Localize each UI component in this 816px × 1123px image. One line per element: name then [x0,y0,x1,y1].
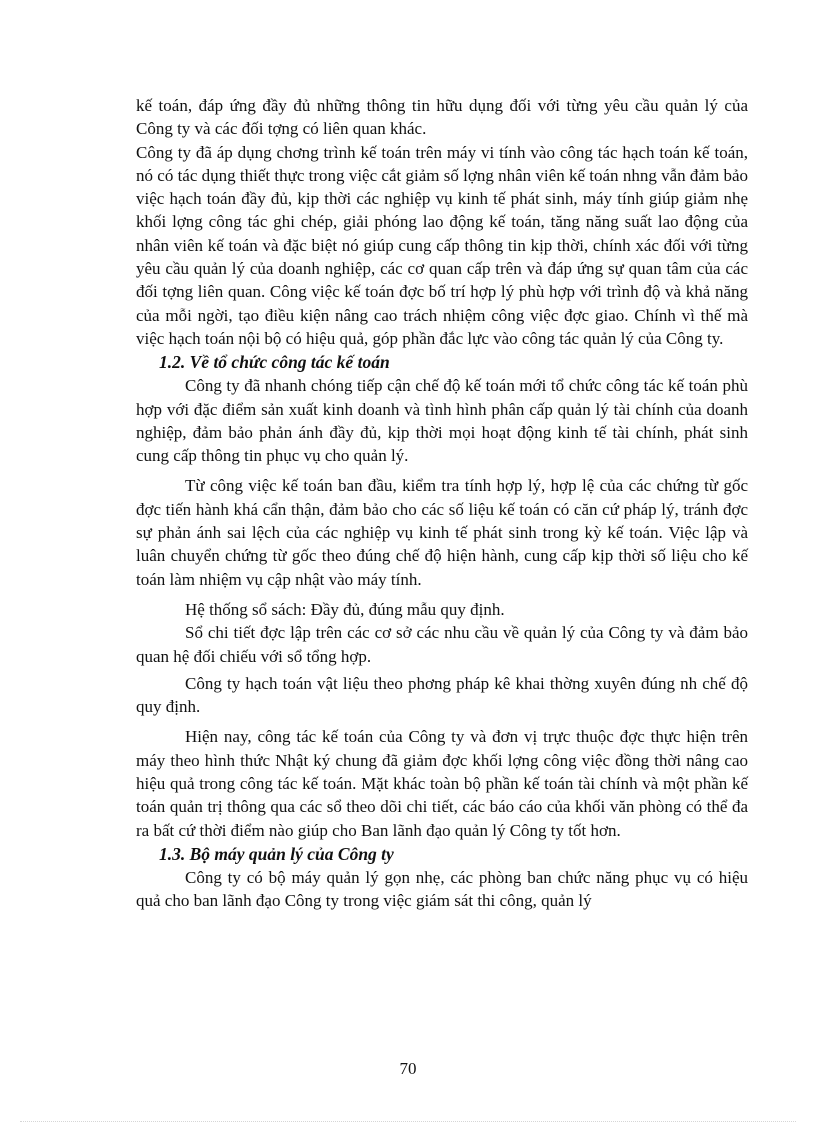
body-paragraph: Công ty hạch toán vật liệu theo phơng pháp kê khai thờng xuyên đúng nh chế độ quy định. [136,673,748,717]
page-number: 70 [399,1059,417,1078]
page-bottom-divider [20,1121,796,1122]
body-paragraph: Hiện nay, công tác kế toán của Công ty và đơn vị trực thuộc đợc thực hiện trên máy theo hình thức Nhật ký chung đã giảm đợc khối lợng công việc đồng thời nâng cao hiệu quả trong công tác kế toán. Mặt khác toàn bộ phần kế toán tài chính và một phần kế toán quản trị thông qua các sổ theo dõi chi tiết, các báo cáo của khối văn phòng có thể đa ra bất cứ thời điểm nào giúp cho Ban lãnh đạo quản lý Công ty tốt hơn. [136,727,748,840]
body-paragraph: Công ty có bộ máy quản lý gọn nhẹ, các phòng ban chức năng phục vụ có hiệu quả cho ban lãnh đạo Công ty trong việc giám sát thi công, quản lý [136,867,748,911]
section-heading-1-2: 1.2. Về tổ chức công tác kế toán [159,352,390,373]
body-paragraph: Công ty đã nhanh chóng tiếp cận chế độ kế toán mới tổ chức công tác kế toán phù hợp với đặc điểm sản xuất kinh doanh và tình hình phân cấp quản lý tài chính của doanh nghiệp, đảm bảo phản ánh đầy đủ, kịp thời mọi hoạt động kinh tế tài chính, phát sinh cung cấp thông tin phục vụ cho quản lý. [136,376,748,466]
body-paragraph: Sổ chi tiết đợc lập trên các cơ sở các nhu cầu về quản lý của Công ty và đảm bảo quan hệ đối chiếu với sổ tổng hợp. [136,623,748,666]
body-paragraph: Công ty đã áp dụng chơng trình kế toán trên máy vi tính vào công tác hạch toán kế toán, nó có tác dụng thiết thực trong việc cắt giảm số lợng nhân viên kế toán nhng vẫn đảm bảo việc hạch toán đầy đủ, kịp thời các nghiệp vụ kinh tế phát sinh, máy tính giúp giảm nhẹ khối lợng công tác ghi chép, giải phóng lao động kế toán, tăng năng suất lao động của nhân viên kế toán và đặc biệt nó giúp cung cấp thông tin kịp thời, chính xác đối với từng yêu cầu quản lý của doanh nghiệp, các cơ quan cấp trên và đáp ứng sự quan tâm của các đối tợng liên quan. Công việc kế toán đợc bố trí hợp lý phù hợp với trình độ và khả năng của mỗi ngời, tạo điều kiện nâng cao trách nhiệm công việc đợc giao. Chính vì thế mà việc hạch toán nội bộ có hiệu quả, góp phần đắc lực vào công tác quản lý của Công ty. [136,142,748,348]
section-heading-1-3: 1.3. Bộ máy quản lý của Công ty [159,843,394,864]
body-paragraph: Từ công việc kế toán ban đầu, kiểm tra tính hợp lý, hợp lệ của các chứng từ gốc đợc tiến hành khá cẩn thận, đảm bảo cho các số liệu kế toán có căn cứ pháp lý, tránh đợc sự phản ánh sai lệch của các nghiệp vụ kinh tế phát sinh trong kỳ kế toán. Việc lập và luân chuyển chứng từ gốc theo đúng chế độ hiện hành, cung cấp kịp thời số liệu cho kế toán làm nhiệm vụ cập nhật vào máy tính. [136,476,748,589]
body-paragraph: kế toán, đáp ứng đầy đủ những thông tin hữu dụng đối với từng yêu cầu quản lý của Công ty và các đối tợng có liên quan khác. [136,96,748,139]
page-content [136,94,748,913]
body-paragraph: Hệ thống sổ sách: Đầy đủ, đúng mẫu quy định. [185,599,505,619]
